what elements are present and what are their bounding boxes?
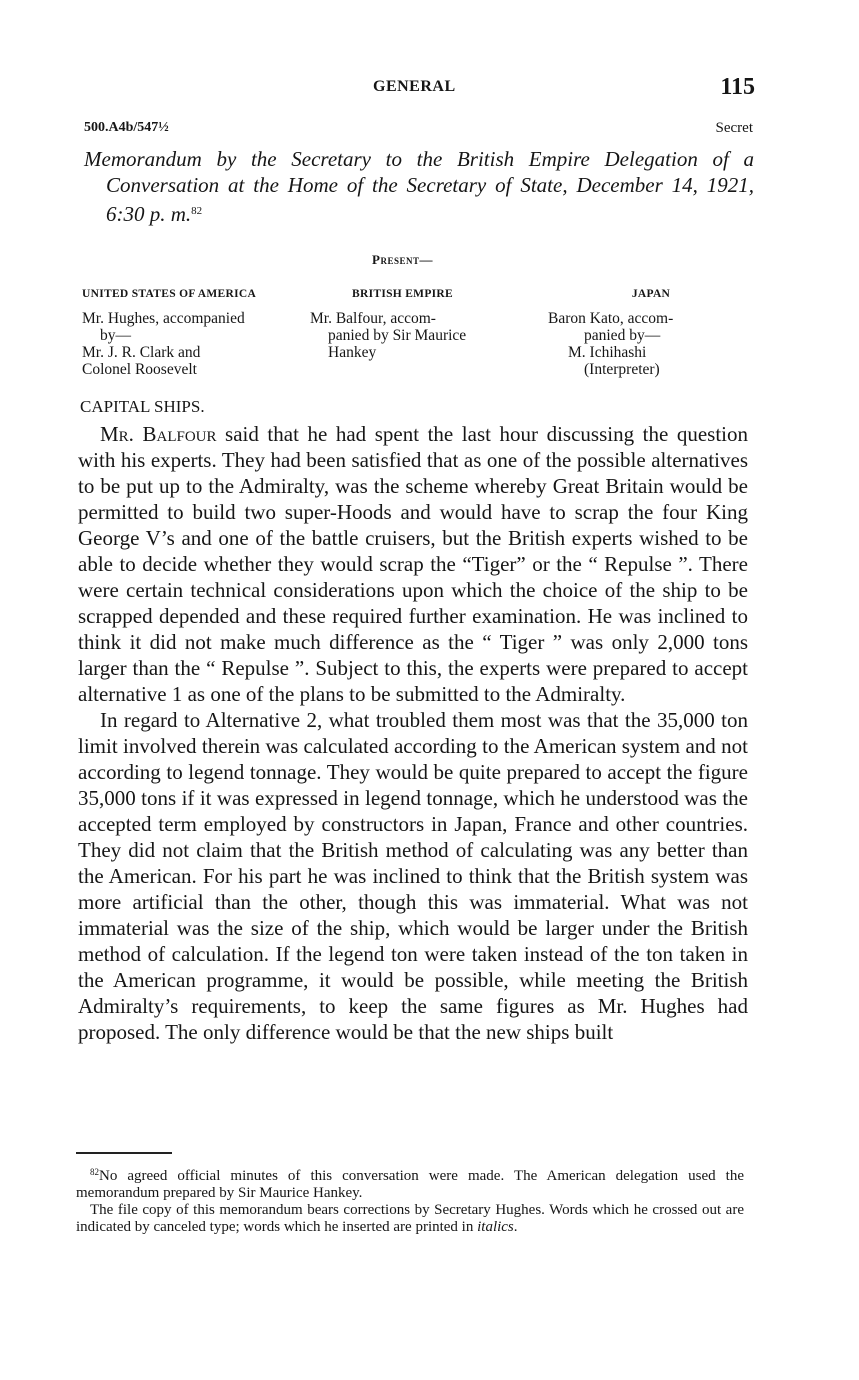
delegation-line: Hankey [328,344,377,361]
delegation-line: (Interpreter) [584,361,660,378]
footnote-rule [76,1152,172,1154]
file-row [84,118,753,138]
delegation-japan [548,286,754,378]
classification-label: Secret [715,120,753,136]
file-number: 500.A4b/547½ [84,120,169,135]
body-text [78,421,748,1045]
delegation-heading: JAPAN [631,288,671,300]
footnote-italic-word: italics [477,1219,514,1235]
memo-title-text: Memorandum by the Secretary to the British Empire Delegation of a Conversation at the Home of the Secretary of State, December 14, 1921, 6:30 p. m. [84,147,754,226]
delegation-line: Mr. Hughes, accompanied [82,310,245,327]
delegations [80,286,755,386]
delegation-heading: BRITISH EMPIRE [352,288,454,300]
delegation-heading: UNITED STATES OF AMERICA [82,288,257,300]
delegation-line: Baron Kato, accom- [548,310,674,327]
delegation-british-empire [310,286,522,361]
footnotes [76,1164,744,1236]
present-heading: Present— [372,252,433,267]
delegation-line: panied by Sir Maurice [328,327,467,344]
delegation-line: Mr. J. R. Clark and [82,344,201,361]
paragraph: In regard to Alternative 2, what troubled them most was that the 35,000 ton limit involved therein was calculated according to the American system and not according to legend tonnage. They would be quite prepared to accept the figure 35,000 tons if it was expressed in legend tonnage, which he understood was the accepted term employed by constructors in Japan, France and other countries. They did not claim that the British method of calculating was any better than the American. For his part he was inclined to think that the British system was more artificial than the other, though this was immaterial. What was not immaterial was the size of the ship, which would be larger under the British method of calculation. If the legend ton were taken instead of the ton taken in the American programme, it would be possible, while meeting the British Admiralty’s requirements, to keep the same figures as Mr. Hughes had proposed. The only difference would be that the new ships built [78,708,748,1044]
footnote [76,1202,744,1236]
paragraph [78,421,748,707]
delegation-united-states [82,286,294,378]
delegation-line: Colonel Roosevelt [82,361,197,378]
footnote-text: The file copy of this memorandum bears corrections by Secretary Hughes. Words which he crossed out are indicated by canceled type; words which he inserted are printed in [76,1202,744,1235]
page-number: 115 [720,74,755,100]
footnote-number: 82 [90,1167,99,1177]
speaker-name: Mr. Balfour [100,422,217,446]
footnote-ref: 82 [191,205,203,217]
footnote-text: No agreed official minutes of this conversation were made. The American delegation used the memorandum prepared by Sir Maurice Hankey. [76,1168,744,1201]
paragraph-text: said that he had spent the last hour discussing the question with his experts. They had been satisfied that as one of the possible alternatives to be put up to the Admiralty, was the scheme whereby Great Britain would be permitted to build two super-Hoods and would have to scrap the four King George V’s and one of the battle cruisers, but the British experts wished to be able to decide whether they would scrap the “Tiger” or the “ Repulse ”. There were certain technical considerations upon which the choice of the ship to be scrapped depended and these required further examination. He was inclined to think it did not make much difference as the “ Tiger ” was only 2,000 tons larger than the “ Repulse ”. Subject to this, the experts were prepared to accept alternative 1 as one of the plans to be submitted to the Admiralty. [78,422,748,706]
delegation-line: by— [100,327,131,344]
running-head [0,74,859,104]
delegation-line: panied by— [584,327,661,344]
footnote [76,1164,744,1202]
memo-title [84,146,754,227]
delegation-line: Mr. Balfour, accom- [310,310,436,327]
running-title: GENERAL [373,78,456,95]
delegation-line: M. Ichihashi [568,344,647,361]
footnote-text-end: . [513,1219,518,1235]
section-heading: CAPITAL SHIPS. [80,397,205,416]
